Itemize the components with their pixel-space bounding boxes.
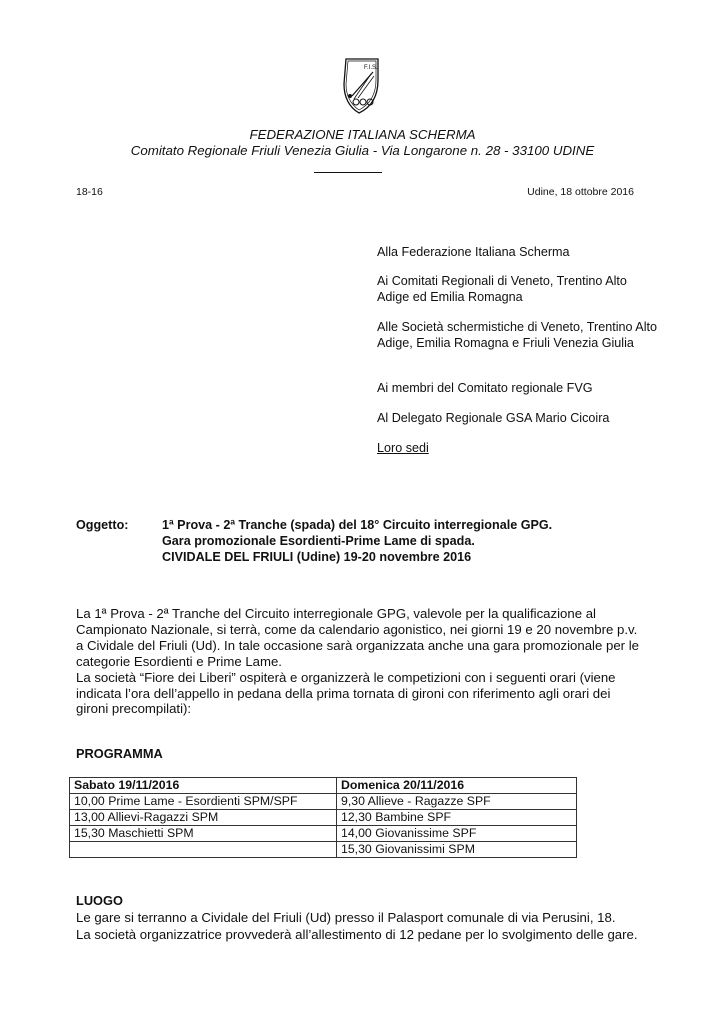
programma-title: PROGRAMMA [76, 746, 163, 761]
recipient-delegato: Al Delegato Regionale GSA Mario Cicoira [377, 411, 610, 425]
table-cell: 9,30 Allieve - Ragazze SPF [337, 794, 577, 810]
body-line: Campionato Nazionale, si terrà, come da calendario agonistico, nei giorni 19 e 20 novembre p.v. [76, 621, 638, 637]
luogo-title: LUOGO [76, 893, 123, 908]
table-cell: 12,30 Bambine SPF [337, 810, 577, 826]
body-line: La società “Fiore dei Liberi” ospiterà e organizzerà le competizioni con i seguenti orari (viene [76, 669, 616, 685]
table-row [70, 810, 577, 826]
committee-address: Comitato Regionale Friuli Venezia Giulia - Via Longarone n. 28 - 33100 UDINE [130, 143, 595, 158]
body-line: gironi precompilati): [76, 701, 192, 717]
table-cell: 14,00 Giovanissime SPF [337, 826, 577, 842]
table-row [70, 826, 577, 842]
luogo-line: Le gare si terranno a Cividale del Friuli (Ud) presso il Palasport comunale di via Perusini, 18. [76, 910, 616, 925]
programma-table [69, 777, 577, 858]
recipient-membri: Ai membri del Comitato regionale FVG [377, 381, 593, 395]
subject-block [162, 517, 632, 565]
table-cell: 15,30 Giovanissimi SPM [337, 842, 577, 858]
body-line: a Cividale del Friuli (Ud). In tale occasione sarà organizzata anche una gara promozionale per le [76, 637, 639, 653]
recipient-societa: Alle Società schermistiche di Veneto, Trentino Alto Adige, Emilia Romagna e Friuli Venezia Giulia [377, 320, 658, 350]
protocol-number: 18-16 [76, 186, 103, 198]
table-cell [70, 842, 337, 858]
table-cell: 10,00 Prime Lame - Esordienti SPM/SPF [70, 794, 337, 810]
body-line: La 1ª Prova - 2ª Tranche del Circuito interregionale GPG, valevole per la qualificazione al [76, 606, 596, 621]
fis-shield-icon [338, 58, 380, 114]
logo-text: F.I.S. [364, 65, 378, 71]
org-name: FEDERAZIONE ITALIANA SCHERMA [249, 127, 476, 142]
table-header-row [70, 778, 577, 794]
table-row [70, 794, 577, 810]
recipient-fis: Alla Federazione Italiana Scherma [377, 245, 570, 259]
table-cell: 13,00 Allievi-Ragazzi SPM [70, 810, 337, 826]
header-divider [314, 172, 382, 173]
subject-label: Oggetto: [76, 518, 129, 532]
body-line: indicata l’ora dell’appello in pedana della prima tornata di gironi con riferimento agli orari dei [76, 685, 611, 701]
header-domenica: Domenica 20/11/2016 [337, 778, 577, 794]
luogo-line: La società organizzatrice provvederà all’allestimento di 12 pedane per lo svolgimento delle gare. [76, 927, 638, 942]
table-cell: 15,30 Maschietti SPM [70, 826, 337, 842]
recipient-loro-sedi: Loro sedi [377, 441, 429, 455]
header-sabato: Sabato 19/11/2016 [70, 778, 337, 794]
body-line: categorie Esordienti e Prime Lame. [76, 653, 282, 669]
letter-date: Udine, 18 ottobre 2016 [527, 186, 634, 198]
recipient-comitati: Ai Comitati Regionali di Veneto, Trentino Alto Adige ed Emilia Romagna [377, 274, 627, 304]
body-paragraph [76, 606, 648, 717]
subject-line: Gara promozionale Esordienti-Prime Lame di spada. [162, 534, 475, 548]
subject-line: CIVIDALE DEL FRIULI (Udine) 19-20 novembre 2016 [162, 550, 472, 564]
fis-logo [338, 58, 380, 114]
subject-line: 1ª Prova - 2ª Tranche (spada) del 18° Circuito interregionale GPG. [162, 518, 553, 532]
table-row [70, 842, 577, 858]
